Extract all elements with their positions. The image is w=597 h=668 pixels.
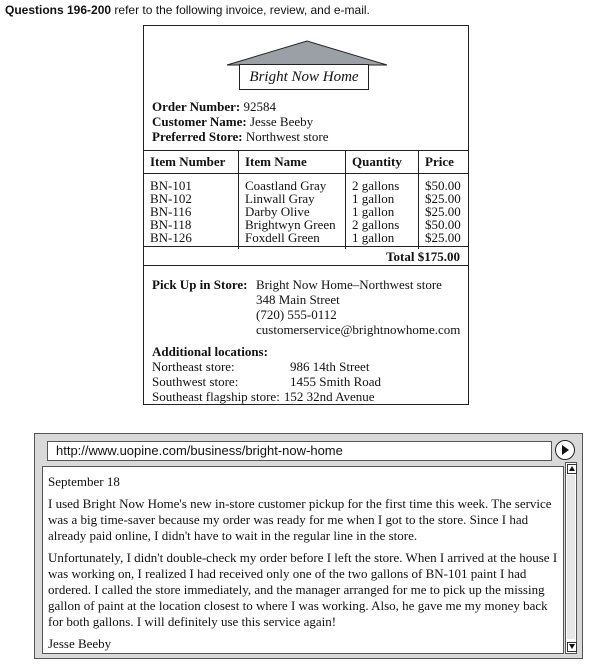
item-quantity: 1 gallon xyxy=(346,205,419,218)
item-quantity: 1 gallon xyxy=(346,231,419,249)
additional-locations xyxy=(152,344,381,404)
column-header: Item Number xyxy=(144,151,239,174)
item-price: $25.00 xyxy=(419,231,469,249)
logo: Bright Now Home xyxy=(239,64,369,90)
customer-name-label: Customer Name: xyxy=(152,114,247,129)
item-price: $50.00 xyxy=(419,174,469,193)
question-range: Questions 196-200 xyxy=(5,3,112,17)
pickup-label: Pick Up in Store: xyxy=(152,277,248,292)
location-row xyxy=(152,389,381,404)
invoice xyxy=(143,25,469,405)
item-number: BN-101 xyxy=(150,178,192,193)
pickup-address xyxy=(256,277,460,337)
item-quantity: 2 gallons xyxy=(346,174,419,193)
review-date: September 18 xyxy=(48,474,120,489)
item-price: $50.00 xyxy=(419,218,469,231)
url-bar[interactable]: http://www.uopine.com/business/bright-now-home xyxy=(47,441,552,461)
review-page xyxy=(42,466,564,654)
preferred-store: Northwest store xyxy=(245,129,329,144)
scrollbar-track[interactable] xyxy=(567,475,575,639)
item-number: BN-102 xyxy=(150,191,192,206)
item-number: BN-126 xyxy=(150,230,192,245)
pickup-info xyxy=(152,277,460,337)
customer-name: Jesse Beeby xyxy=(249,114,314,129)
location-address: 986 14th Street xyxy=(290,359,370,374)
browser-window xyxy=(34,433,583,659)
pickup-store: Bright Now Home–Northwest store xyxy=(256,277,442,292)
pickup-phone: (720) 555-0112 xyxy=(256,307,337,322)
invoice-total: Total $175.00 xyxy=(144,246,468,266)
item-name: Brightwyn Green xyxy=(239,218,346,231)
scrollbar[interactable] xyxy=(565,462,577,654)
item-name: Darby Olive xyxy=(239,205,346,218)
review-paragraph: I used Bright Now Home's new in-store customer pickup for the first time this week. The service was a big time-saver because my order was ready for me when I got to the store. Since I had already paid online, I didn't have to wait in the regular line in the store. xyxy=(48,496,552,543)
item-number: BN-116 xyxy=(150,204,192,219)
column-header: Quantity xyxy=(346,151,419,174)
item-price: $25.00 xyxy=(419,205,469,218)
additional-locations-title: Additional locations: xyxy=(152,344,268,359)
table-header-row xyxy=(144,151,468,174)
question-intro: refer to the following invoice, review, and e-mail. xyxy=(111,3,370,17)
column-header: Item Name xyxy=(239,151,346,174)
scroll-up-icon[interactable] xyxy=(567,464,577,474)
order-number-label: Order Number: xyxy=(152,99,241,114)
location-name: Southwest store: xyxy=(152,374,239,389)
house-roof-icon xyxy=(224,38,390,66)
items-table xyxy=(144,150,468,249)
location-row xyxy=(152,359,381,374)
pickup-street: 348 Main Street xyxy=(256,292,340,307)
scroll-down-icon[interactable] xyxy=(567,642,577,652)
item-price: $25.00 xyxy=(419,192,469,205)
location-name: Southeast flagship store: xyxy=(152,389,280,404)
question-header xyxy=(5,3,370,17)
table-row xyxy=(144,174,468,193)
column-header: Price xyxy=(419,151,469,174)
item-number: BN-118 xyxy=(150,217,192,232)
location-row xyxy=(152,374,381,389)
preferred-store-label: Preferred Store: xyxy=(152,129,243,144)
location-address: 1455 Smith Road xyxy=(290,374,382,389)
review-paragraph: Unfortunately, I didn't double-check my order before I left the store. When I arrived at the house I was working on, I realized I had received only one of the two gallons of BN-101 paint I had ordered. I called the store immediately, and the manager arranged for me to pick up the missing gallon of paint at the location closest to where I was working. Also, he gave me my money back for both gallons. I will definitely use this service again! xyxy=(48,550,558,629)
order-number: 92584 xyxy=(243,99,276,114)
item-name: Foxdell Green xyxy=(239,231,346,249)
location-name: Northeast store: xyxy=(152,359,235,374)
go-arrow-icon[interactable] xyxy=(555,440,575,460)
location-address: 152 32nd Avenue xyxy=(283,389,375,404)
pickup-email: customerservice@brightnowhome.com xyxy=(256,322,461,337)
item-name: Linwall Gray xyxy=(239,192,346,205)
review-signature: Jesse Beeby xyxy=(48,636,112,651)
order-info xyxy=(152,99,329,144)
item-quantity: 2 gallons xyxy=(346,218,419,231)
item-name: Coastland Gray xyxy=(239,174,346,193)
item-quantity: 1 gallon xyxy=(346,192,419,205)
